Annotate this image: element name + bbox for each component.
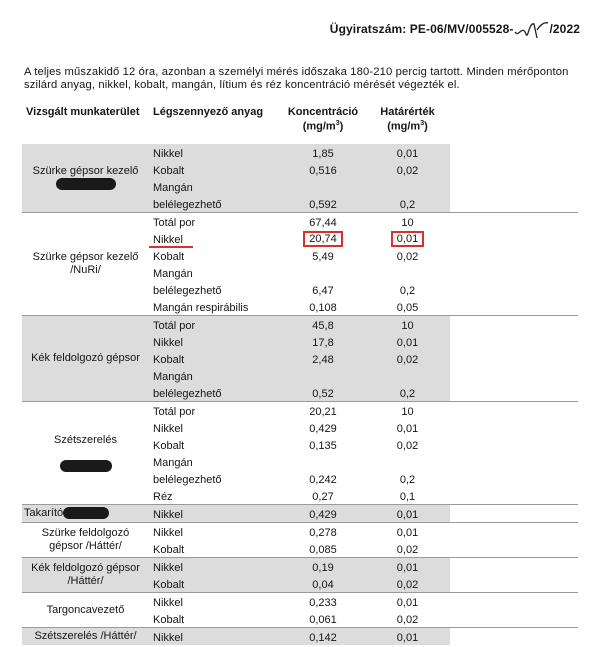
limit-cell: 10 xyxy=(365,316,450,334)
pollutant-cell: Nikkel xyxy=(149,628,281,646)
table-row xyxy=(22,523,578,541)
header-workplace: Vizsgált munkaterület xyxy=(26,106,140,118)
pollutant-cell: Kobalt xyxy=(153,614,185,626)
limit-cell xyxy=(365,367,450,384)
location-cell xyxy=(22,144,149,213)
location-name: Kék feldolgozó gépsor xyxy=(31,352,140,364)
table-row xyxy=(22,628,578,646)
table-row xyxy=(22,144,578,161)
limit-cell xyxy=(365,178,450,195)
header-limit-unit: (mg/m xyxy=(387,120,421,133)
limit-cell: 0,02 xyxy=(365,350,450,367)
pollutant-cell: Kobalt xyxy=(149,575,281,593)
concentration-cell: 0,278 xyxy=(281,523,365,541)
pollutant-cell: Nikkel xyxy=(149,523,281,541)
limit-cell: 0,2 xyxy=(399,474,416,486)
limit-cell: 0,01 xyxy=(365,628,450,646)
concentration-cell: 0,233 xyxy=(281,593,365,611)
location-name: Kék feldolgozó gépsor xyxy=(31,562,140,574)
pollutant-cell: belélegezhető xyxy=(153,474,222,486)
concentration-cell: 20,21 xyxy=(281,402,365,420)
pollutant-cell: Mangán xyxy=(153,457,193,469)
table-row xyxy=(22,316,578,334)
concentration-cell: 0,135 xyxy=(309,440,337,452)
table-row xyxy=(22,402,578,420)
location-name: Szétszerelés /Háttér/ xyxy=(34,630,137,642)
concentration-cell: 0,27 xyxy=(312,491,334,503)
limit-cell: 0,01 xyxy=(365,505,450,523)
header-concentration-label: Koncentráció xyxy=(287,106,359,118)
concentration-cell: 0,516 xyxy=(281,161,365,178)
pollutant-cell: Mangán xyxy=(153,268,193,280)
concentration-cell: 0,108 xyxy=(309,302,337,314)
pollutant-cell: Kobalt xyxy=(149,350,281,367)
header-concentration-unit-close: ) xyxy=(339,120,344,133)
limit-cell: 0,02 xyxy=(396,544,419,556)
header-pollutant: Légszennyező anyag xyxy=(153,106,264,118)
intro-paragraph: A teljes műszakidő 12 óra, azonban a személyi mérés időszaka 180-210 percig tartott. Minden mérőponton szilárd anyag, nikkel, kobalt, mangán, lítium és réz koncentráció mérését végezték el. xyxy=(24,66,569,91)
pollutant-cell: Nikkel xyxy=(149,593,281,611)
limit-cell: 0,2 xyxy=(399,285,416,297)
limit-cell-highlighted xyxy=(365,230,450,247)
location-name: Szürke feldolgozó xyxy=(41,527,130,539)
measurement-table xyxy=(22,106,578,645)
pollutant-cell: Totál por xyxy=(149,213,281,231)
location-cell xyxy=(22,213,149,316)
reference-year: /2022 xyxy=(549,22,580,37)
pollutant-cell: Mangán xyxy=(149,367,281,384)
location-cell xyxy=(22,402,149,505)
location-cell xyxy=(22,316,149,402)
location-cell xyxy=(22,593,149,628)
concentration-cell: 0,429 xyxy=(281,505,365,523)
concentration-cell: 67,44 xyxy=(281,213,365,231)
redacted-name xyxy=(63,507,109,519)
pollutant-cell: Nikkel xyxy=(149,505,281,523)
limit-cell: 0,2 xyxy=(365,195,450,213)
header-concentration-unit-sup: 3 xyxy=(335,120,340,127)
limit-cell: 0,01 xyxy=(365,558,450,576)
concentration-cell: 1,85 xyxy=(281,144,365,161)
red-box-limit: 0,01 xyxy=(391,231,424,247)
limit-cell: 0,1 xyxy=(399,491,416,503)
table-row xyxy=(22,593,578,611)
red-box-concentration: 20,74 xyxy=(303,231,343,247)
pollutant-cell: Nikkel xyxy=(149,144,281,161)
redacted-name xyxy=(56,178,116,190)
concentration-cell: 17,8 xyxy=(281,333,365,350)
pollutant-cell: Kobalt xyxy=(153,440,185,452)
limit-cell: 0,02 xyxy=(396,251,419,263)
pollutant-cell: Réz xyxy=(153,491,173,503)
limit-cell: 0,01 xyxy=(396,423,419,435)
pollutant-cell: Totál por xyxy=(149,402,281,420)
location-cell xyxy=(22,558,149,593)
location-suffix: gépsor /Háttér/ xyxy=(49,540,122,552)
location-suffix: /NuRi/ xyxy=(70,264,101,276)
location-name: Targoncavezető xyxy=(46,603,125,616)
concentration-cell: 0,52 xyxy=(281,384,365,402)
header-concentration-unit: (mg/m xyxy=(302,120,336,133)
concentration-cell: 0,592 xyxy=(281,195,365,213)
reference-number: PE-06/MV/005528- xyxy=(409,22,514,37)
concentration-cell xyxy=(281,178,365,195)
location-cell xyxy=(22,505,149,523)
header-limit-unit-close: ) xyxy=(424,120,428,133)
header-blank xyxy=(450,106,578,144)
limit-cell xyxy=(365,264,450,281)
location-name: Takarító xyxy=(24,507,64,519)
limit-cell: 0,2 xyxy=(365,384,450,402)
pollutant-cell: Mangán xyxy=(149,178,281,195)
pollutant-cell: Kobalt xyxy=(153,544,185,556)
reference-label: Ügyiratszám: xyxy=(329,22,407,37)
pollutant-cell: belélegezhető xyxy=(153,285,222,297)
limit-cell: 0,01 xyxy=(365,593,450,611)
concentration-cell: 0,242 xyxy=(309,474,337,486)
table-row xyxy=(22,505,578,523)
limit-cell: 0,02 xyxy=(396,614,419,626)
limit-cell: 0,02 xyxy=(365,161,450,178)
limit-cell: 0,02 xyxy=(396,440,419,452)
limit-cell: 0,01 xyxy=(365,333,450,350)
pollutant-cell: Mangán respirábilis xyxy=(153,302,249,314)
concentration-cell: 0,429 xyxy=(309,423,337,435)
table-row xyxy=(22,558,578,576)
concentration-cell xyxy=(281,367,365,384)
concentration-cell: 0,061 xyxy=(309,614,337,626)
location-name: Szürke gépsor kezelő xyxy=(32,251,139,263)
concentration-cell xyxy=(281,264,365,281)
location-cell xyxy=(22,523,149,558)
header-limit xyxy=(365,106,450,144)
concentration-cell: 6,47 xyxy=(312,285,334,297)
pollutant-cell: Nikkel xyxy=(153,423,183,435)
concentration-cell: 0,04 xyxy=(281,575,365,593)
concentration-cell: 5,49 xyxy=(312,251,334,263)
pollutant-cell-underlined xyxy=(149,230,281,247)
limit-cell: 0,05 xyxy=(396,302,419,314)
limit-cell: 0,02 xyxy=(365,575,450,593)
limit-cell: 10 xyxy=(365,402,450,420)
pollutant-cell: belélegezhető xyxy=(149,195,281,213)
header-concentration xyxy=(281,106,365,144)
concentration-cell: 0,142 xyxy=(281,628,365,646)
file-reference xyxy=(330,20,580,40)
limit-cell xyxy=(365,453,450,470)
table-header-row xyxy=(22,106,578,144)
header-limit-label: Határérték xyxy=(380,106,435,118)
pollutant-cell: Kobalt xyxy=(153,251,185,263)
concentration-cell: 0,19 xyxy=(281,558,365,576)
pollutant-cell: Nikkel xyxy=(149,558,281,576)
limit-cell: 0,01 xyxy=(365,523,450,541)
location-suffix: /Háttér/ xyxy=(67,575,104,587)
pollutant-cell: belélegezhető xyxy=(149,384,281,402)
table-row xyxy=(22,213,578,231)
concentration-cell: 2,48 xyxy=(281,350,365,367)
limit-cell: 10 xyxy=(365,213,450,231)
pollutant-cell: Totál por xyxy=(149,316,281,334)
location-name: Szétszerelés xyxy=(54,433,117,446)
location-name: Szürke gépsor kezelő xyxy=(32,165,139,177)
red-underline xyxy=(149,246,193,248)
header-limit-unit-sup: 3 xyxy=(420,120,425,127)
concentration-cell-highlighted xyxy=(281,230,365,247)
pollutant-text: Nikkel xyxy=(153,234,183,246)
pollutant-cell: Nikkel xyxy=(149,333,281,350)
concentration-cell xyxy=(281,453,365,470)
location-cell xyxy=(22,628,149,646)
pollutant-cell: Kobalt xyxy=(149,161,281,178)
concentration-cell: 45,8 xyxy=(281,316,365,334)
limit-cell: 0,01 xyxy=(365,144,450,161)
redacted-name xyxy=(60,460,112,472)
signature-icon xyxy=(513,20,549,40)
concentration-cell: 0,085 xyxy=(309,544,337,556)
